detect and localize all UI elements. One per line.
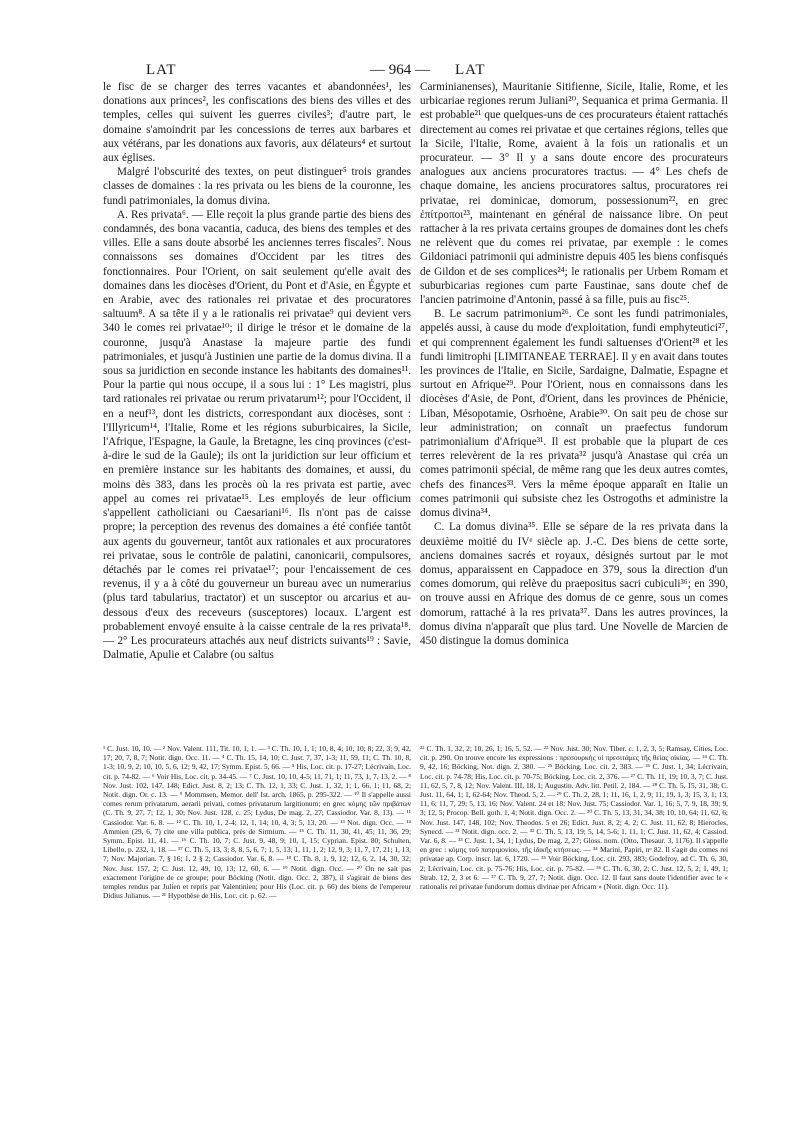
paragraph: A. Res privata⁶. — Elle reçoit la plus grande partie des biens des condamnés, des bona vacantia, caduca, des biens des temples et des villes. Elle a sans doute absorbé les anciennes terres fiscales⁷. Nous connaissons ses domaines d'Occident par les titres des fonctionnaires. Pour l'Orient, on sait seulement qu'elle avait des domaines dans les diocèses d'Orient, du Pont et d'Asie, en Égypte et en Arabie, avec des rationales rei privatae et des procuratores saltuum⁸. A sa tête il y a le rationalis rei privatae⁹ qui devient vers 340 le comes rei privatae¹⁰; il dirige le trésor et le domaine de la couronne, jusqu'à Anastase la majeure partie des fundi patrimoniales, et jusqu'à Justinien une partie de la domus divina. Il a sous sa juridiction en seconde instance les habitants des domaines¹¹. Pour la partie qui nous occupe, il a sous lui : 1° Les magistri, plus tard rationales rei privatae ou rerum privatarum¹²; pour l'Occident, il en a neuf¹³, dont les districts, correspondant aux diocèses, sont : l'Illyricum¹⁴, l'Italie, Rome et les régions suburbicaires, la Sicile, l'Afrique, l'Espagne, la Gaule, la Bretagne, les cinq provinces (c'est-à-dire le sud de la Gaule); ils ont la juridiction sur leur officium et en première instance sur les habitants des domaines, et aussi, du moins dès 383, dans les procès où la res privata est partie, avec appel au comes rei privatae¹⁵. Les employés de leur officium s'appellent catholiciani ou Caesariani¹⁶. Ils n'ont pas de caisse propre; la perception des revenus des domaines a été confiée tantôt aux agents du gouverneur, tantôt aux rationales et aux procuratores rei privatae, sous le contrôle de palatini, canonicarii, compulsores, détachés par le comes rei privatae¹⁷; pour l'encaissement de ces revenus, il y a à côté du gouverneur un bureau avec un numerarius (plus tard tabularius, tractator) et un susceptor ou arcarius et au-dessous d'eux des receveurs (susceptores) locaux. L'argent est probablement envoyé ensuite à la caisse centrale de la res privata¹⁸. — 2° Les procurateurs attachés aux neuf districts suivants¹⁹ : Savie, Dalmatie, Apulie et Calabre (ou saltus <box>103 208 411 662</box>
left-column <box>103 80 411 662</box>
running-head-right: LAT <box>455 62 486 78</box>
page-header <box>0 62 800 82</box>
paragraph: Malgré l'obscurité des textes, on peut distinguer⁵ trois grandes classes de domaines : la res privata ou les biens de la couronne, les fundi patrimoniales, la domus divina. <box>103 166 411 207</box>
footnotes-text: ²² C. Th. 1, 32, 2; 10, 26, 1; 16, 5, 52. — ²³ Nov. Just. 30; Nov. Tiber. c. 1, 2, 3, 5; Ramsay, Cities, Loc. cit. p. 290. On trouve encore les expressions : πρεσουρκὴς οἱ πρεσιτάμες τῆς θείας οἰκίας. — ²⁴ C. Th. 9, 42, 16; Böcking, Not. dign. 2, 380. — ²⁵ Böcking, Loc. cit. 2, 383. — ²⁶ C. Just. 1, 34; Lécrivain, Loc. cit. p. 74-78; His, Loc. cit. p. 70-75; Böcking, Loc. cit. 2, 376. — ²⁷ C. Th. 11, 19; 10, 3, 7; C. Just. 11, 62, 5, 7, 8, 12; Nov. Valent. III, 18, 1; Augustin. Adv. litt. Petil. 2, 184. — ²⁸ C. Th. 5, 15, 31, 38; C. Just. 11, 64, 1; 1, 62-64; Nov. Theod. 5, 2. — ²⁹ C. Th. 2, 28, 1; 11, 16, 1, 2, 9; 11, 19, 1, 3; 15, 3, 1; 13, 11, 6; 11, 7, 29; 5, 13, 16; Nov. Valent. 24 et 18; Nov. Just. 75; Cassiodor. Var. 1, 16; 5, 7, 9, 18, 39; 9, 3; 12, 5; Procop. Bell. goth. 1, 4; Notit. dign. Occ. 2. — ³⁰ C. Th. 5, 13, 31, 34, 38; 10, 10, 64; 11, 62, 6; Nov. Just. 147, 148, 102; Nov. Theodos. 5 et 26; Edict. Just. 8, 2; 4, 2; C. Just. 11, 62, 8; Hierocles, Synecd. — ³¹ Notit. dign. occ. 2. — ³² C. Th. 5, 13, 19; 5, 14, 5-6; 1, 11, 1; C. Just. 11, 62, 4; Cassiod. Var. 6, 8. — ³³ C. Just. 1, 34, 1; Lydus, De mag. 2, 27; Gloss. nom. (Otto, Thesaur. 3, 1176). Il s'appelle en grec : κόμης τοῦ πατριμονίου, τῆς ἰδικῆς κτήσεως. — ³⁴ Marini, Papiri, nᵒ 82. Il s'agit du comes rei privatae ap. Corp. inscr. lat. 6, 1720. — ³⁵ Voir Böcking, Loc. cit. 293, 383; Godefroy, ad C. Th. 6, 30, 2; Lécrivain, Loc. cit. p. 75-76; His, Loc. cit. p. 75-82. — ³⁶ C. Th. 6, 30, 2; C. Just. 12, 5, 2; 1, 49, 1; Strab. 12, 2, 3 et 6. — ³⁷ C. Th. 9, 27, 7; Notit. dign. Occ. 12. Il faut sans doute l'identifier avec le « rationalis rei privatae fundorum domus divinae per Africam » (Notit. dign. Occ. 11). <box>420 744 728 892</box>
paragraph: B. Le sacrum patrimonium²⁶. Ce sont les fundi patrimoniales, appelés aussi, à cause du mode d'exploitation, fundi emphyteutici²⁷, et qui comprennent également les fundi saltuenses d'Orient²⁸ et les fundi limitrophi [LIMITANEAE TERRAE]. Il y en avait dans toutes les provinces de l'Italie, en Sicile, Sardaigne, Dalmatie, Espagne et surtout en Afrique²⁹. Pour l'Orient, nous en connaissons dans les diocèses d'Asie, de Pont, d'Orient, dans les provinces de Phénicie, Liban, Mésopotamie, Osrhoène, Arabie³⁰. On sait peu de chose sur leur administration; on connaît un praefectus fundorum patrimonialium d'Afrique³¹. Il est probable que la plupart de ces terres relevèrent de la res privata³² jusqu'à Anastase qui créa un comes patrimonii spécial, de même rang que les deux autres comtes, chefs des finances³³. Vers la même époque apparaît en Italie un comes patrimonii qui subsiste chez les Ostrogoths et administre la domus divina³⁴. <box>420 308 728 520</box>
paragraph: le fisc de se charger des terres vacantes et abandonnées¹, les donations aux princes², les confiscations des biens des villes et des temples, celles qui suivent les guerres civiles³; d'autre part, le domaine s'amoindrit par les concessions de terres aux barbares et aux vétérans, par les donations aux favoris, aux délateurs⁴ et surtout aux églises. <box>103 81 411 165</box>
footnotes-text: ¹ C. Just. 10, 10. — ² Nov. Valent. 111, Tit. 10, 1, 1. — ³ C. Th. 10, 1, 1; 10, 8, 4; 10, 10; 8; 22, 3; 9, 42, 17; 20, 7, 8, 7; Notit. dign. Occ. 11. — ⁴ C. Th. 15, 14, 10; C. Just. 7, 37, 1-3; 11, 59, 11; C. Th. 10, 8, 1-3; 10, 9, 2; 10, 10, 5, 6, 12; 9, 42, 17; Symm. Epist. 5, 66. — ⁵ His, Loc. cit. p. 17-27; Lécrivain, Loc. cit. p. 74-82. — ⁶ Voir His, Loc. cit. p. 34-45. — ⁷ C. Just. 10, 10, 4-5; 11, 71, 1; 11, 73, 1, 7, 13, 2. — ⁸ Nov. Just. 102, 147, 148; Edict. Just. 8, 2; 13; C. Th. 12, 1, 33; C. Just. 1, 32, 1; 1, 66, 1; 11, 68, 2; Notit. dign. Or. c. 13. — ⁹ Mommsen, Memor. dell' Ist. arch. 1865, p. 295-322. — ¹⁰ Il s'appelle aussi comes rerum privatarum, aerarii privati, comes privatarum largitionum; en grec κόμης τῶν πριβάτων (C. Th. 9, 27, 7; 12, 1, 30; Nov. Just. 128, c. 25; Lydus, De mag. 2, 27; Cassiodor. Var. 8, 13). — ¹¹ Cassiodor. Var. 6, 8. — ¹² C. Th. 10, 1, 2-4; 12, 1, 14; 10, 4, 3; 5, 13, 20. — ¹³ Not. dign. Occ. — ¹⁴ Ammien (29, 6, 7) cite une villa publica, près de Sirmium. — ¹⁵ C. Th. 11, 30, 41, 45; 11, 36, 29; Symm. Epist. 11, 41. — ¹⁶ C. Th. 10, 7; C. Just. 9, 48, 9; 10, 1, 15; Cyprian. Epist. 80; Schulten, Libello, p. 232, 1, 18. — ¹⁷ C. Th. 5, 13, 3; 8, 8, 5, 6, 7; 1, 5, 13; 1, 11, 1, 2; 12, 9, 3; 11, 7, 17, 21; 1, 13, 7; Nov. Majorian. 7, § 16; 1, 2 § 2; Cassiodor. Var. 6, 8. — ¹⁸ C. Th. 8, 1, 9, 12; 12, 6, 2, 14, 30, 32; Nov. Just. 157, 2; C. Just. 12, 49, 10, 13; 12, 60, 6. — ¹⁹ Notit. dign. Occ. — ²⁰ On ne sait pas exactement l'origine de ce groupe; pour Böcking (Notit. dign. Occ. 2, 387), il s'agirait de biens des temples rendus par Julien et repris par Valentinien; pour His (Loc. cit. p. 66) des biens de l'empereur Didius Julianus. — ²¹ Hypothèse de His, Loc. cit. p. 62. — <box>103 744 411 901</box>
page-number: — 964 — <box>370 62 430 78</box>
paragraph: Carminianenses), Mauritanie Sitifienne, Sicile, Italie, Rome, et les urbicariae regiones rerum Juliani²⁰, Sequanica et prima Germania. Il est probable²¹ que quelques-uns de ces procurateurs étaient rattachés directement au comes rei privatae et que certaines régions, telles que la Sicile, l'Italie, Rome, avaient à la fois un rationalis et un procurateur. — 3° Il y a sans doute encore des procurateurs analogues aux anciens procuratores tractus. — 4° Les chefs de chaque domaine, les anciens procuratores saltus, procuratores rei privatae, rei dominicae, domorum, possessionum²², en grec ἐπίτροποι²³, maintenant en général de naissance libre. On peut rattacher à la res privata certains groupes de domaines dont les chefs ne relèvent que du comes rei privatae, par exemple : le comes Gildoniaci patrimonii qui administre depuis 405 les biens confisqués de Gildon et de ses complices²⁴; le rationalis per Urbem Romam et suburbicarias regiones cum parte Faustinae, sans doute chef de l'ancien patrimoine d'Antonin, passé à sa fille, puis au fisc²⁵. <box>420 81 728 307</box>
footnotes-left <box>103 744 411 900</box>
footnotes-right <box>420 744 728 891</box>
paragraph: C. La domus divina³⁵. Elle se sépare de la res privata dans la deuxième moitié du IVᵉ siècle ap. J.-C. Des biens de cette sorte, anciens domaines sacrés et royaux, désignés surtout par le mot domus, apparaissent en Cappadoce en 379, sous la direction d'un comes domorum, qui relève du praepositus sacri cubiculi³⁶; en 390, on trouve aussi en Afrique des domus de ce genre, sous un comes domorum, rattaché à la res privata³⁷. Dans les autres provinces, la domus divina n'apparaît que plus tard. Une Novelle de Marcien de 450 distingue la domus dominica <box>420 521 728 647</box>
right-column <box>420 80 728 648</box>
running-head-left: LAT <box>146 62 177 78</box>
